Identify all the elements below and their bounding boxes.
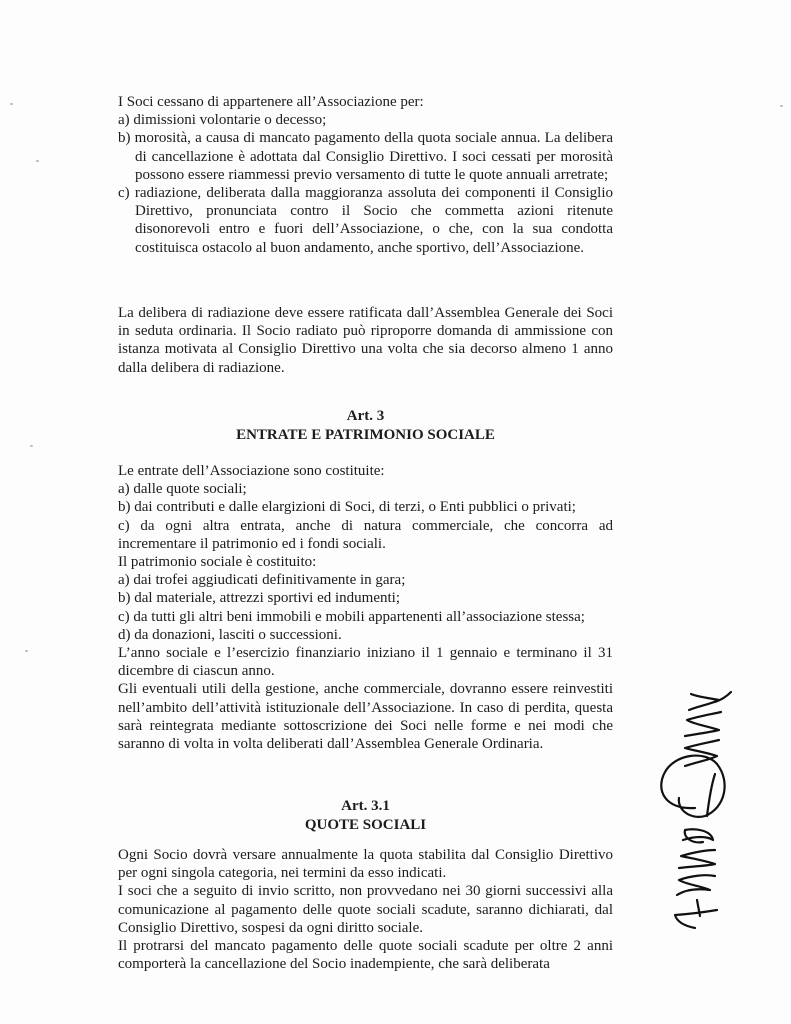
text-line: a) dalle quote sociali; bbox=[118, 481, 247, 498]
text-line: b) dai contributi e dalle elargizioni di Soci, di terzi, o Enti pubblici o privati; bbox=[118, 499, 576, 516]
article-heading bbox=[118, 797, 613, 835]
text-line: Il protrarsi del mancato pagamento delle quote sociali scadute per oltre 2 anni comporterà la cancellazione del Socio inadempiente, che sarà deliberata bbox=[118, 938, 613, 973]
scan-speck bbox=[780, 105, 783, 107]
scan-speck bbox=[10, 103, 13, 105]
text-line: c) da tutti gli altri beni immobili e mobili appartenenti all’associazione stessa; bbox=[118, 608, 585, 625]
text-line: L’anno sociale e l’esercizio finanziario iniziano il 1 gennaio e terminano il 31 dicembre di ciascun anno. bbox=[118, 645, 613, 680]
article-title: QUOTE SOCIALI bbox=[304, 817, 427, 833]
scan-speck bbox=[25, 650, 28, 652]
article-3-1-body bbox=[118, 846, 613, 973]
scan-speck bbox=[36, 160, 39, 162]
list-item: a) dimissioni volontarie o decesso; bbox=[118, 112, 327, 129]
radiation-paragraph bbox=[118, 304, 613, 377]
text-line: c) da ogni altra entrata, anche di natura commerciale, che concorra ad incrementare il patrimonio ed i fondi sociali. bbox=[118, 517, 613, 552]
text-line: d) da donazioni, lasciti o successioni. bbox=[118, 626, 342, 643]
list-item: b) morosità, a causa di mancato pagamento della quota sociale annua. La delibera di cancellazione è adottata dal Consiglio Direttivo. I soci cessati per morosità possono essere riammessi previo versamento di tutte le quote annuali arretrate; bbox=[118, 130, 613, 183]
text-line: Le entrate dell’Associazione sono costituite: bbox=[118, 463, 385, 479]
text-line: b) dal materiale, attrezzi sportivi ed indumenti; bbox=[118, 590, 400, 607]
text-line: Ogni Socio dovrà versare annualmente la quota stabilita dal Consiglio Direttivo per ogni singola categoria, nei termini da esso indicati. bbox=[118, 847, 613, 882]
text-line: Il patrimonio sociale è costituito: bbox=[118, 554, 317, 571]
article-3-body bbox=[118, 462, 613, 753]
text-line: I soci che a seguito di invio scritto, non provvedano nei 30 giorni successivi alla comunicazione al pagamento delle quote sociali scadute, saranno dichiarati, dal Consiglio Direttivo, sospesi da ogni diritto sociale. bbox=[118, 883, 613, 936]
article-number: Art. 3.1 bbox=[341, 798, 390, 814]
text-line: a) dai trofei aggiudicati definitivamente in gara; bbox=[118, 572, 406, 589]
membership-termination-section bbox=[118, 93, 613, 257]
article-title: ENTRATE E PATRIMONIO SOCIALE bbox=[236, 427, 495, 443]
text-line: Gli eventuali utili della gestione, anche commerciale, dovranno essere reinvestiti nell’ambito dell’attività istituzionale dell’Associazione. In caso di perdita, questa sarà reintegrata mediante sottoscrizione dei Soci nelle forme e nei modi che saranno di volta in volta deliberati dall’Assemblea Generale Ordinaria. bbox=[118, 681, 613, 753]
article-number: Art. 3 bbox=[346, 408, 385, 424]
scan-speck bbox=[30, 445, 33, 447]
handwritten-signature bbox=[655, 690, 740, 935]
intro-line: I Soci cessano di appartenere all’Associazione per: bbox=[118, 94, 424, 110]
paragraph-text: La delibera di radiazione deve essere ratificata dall’Assemblea Generale dei Soci in seduta ordinaria. Il Socio radiato può riproporre domanda di ammissione con istanza motivata al Consiglio Direttivo una volta che sia decorso almeno 1 anno dalla delibera di radiazione. bbox=[118, 305, 613, 376]
list-item: c) radiazione, deliberata dalla maggioranza assoluta dei componenti il Consiglio Direttivo, pronunciata contro il Socio che commetta azioni ritenute disonorevoli entro e fuori dell’Associazione, o che, con la sua condotta costituisca ostacolo al buon andamento, anche sportivo, dell’Associazione. bbox=[118, 185, 613, 256]
article-heading bbox=[118, 407, 613, 445]
